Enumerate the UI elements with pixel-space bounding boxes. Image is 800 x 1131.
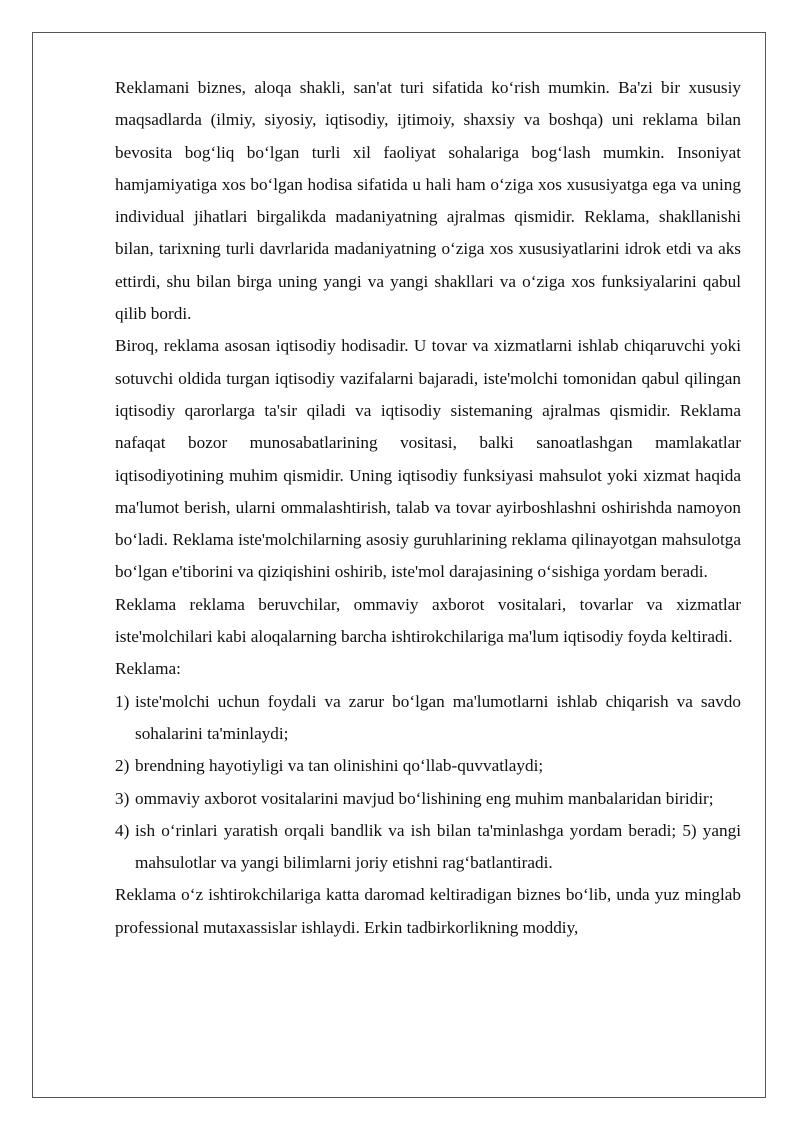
paragraph-2: Biroq, reklama asosan iqtisodiy hodisadir. U tovar va xizmatlarni ishlab chiqaruvchi yoki sotuvchi oldida turgan iqtisodiy vazifalarni bajaradi, iste'molchi tomonidan qabul qilingan iqtisodiy qarorlarga ta'sir qiladi va iqtisodiy sistemaning ajralmas qismidir. Reklama nafaqat bozor munosabatlarining vositasi, balki sanoatlashgan mamlakatlar iqtisodiyotining muhim qismidir. Uning iqtisodiy funksiyasi mahsulot yoki xizmat haqida ma'lumot berish, ularni ommalashtirish, talab va tovar ayirboshlashni oshirishda namoyon bo‘ladi. Reklama iste'molchilarning asosiy guruhlarining reklama qilinayotgan mahsulotga bo‘lgan e'tiborini va qiziqishini oshirib, iste'mol darajasining o‘sishiga yordam beradi.: [115, 336, 741, 582]
numbered-list: [115, 686, 741, 880]
list-item-text: iste'molchi uchun foydali va zarur bo‘lgan ma'lumotlarni ishlab chiqarish va savdo sohalarini ta'minlaydi;: [135, 691, 741, 743]
list-item: [115, 815, 741, 880]
list-item-number: 1): [115, 691, 130, 711]
list-item-text: ish o‘rinlari yaratish orqali bandlik va ish bilan ta'minlashga yordam beradi; 5) yangi mahsulotlar va yangi bilimlarni joriy etishni rag‘batlantiradi.: [135, 820, 741, 873]
list-item-text: brendning hayotiyligi va tan olinishini qo‘llab-quvvatlaydi;: [135, 756, 544, 776]
list-item-text: ommaviy axborot vositalarini mavjud bo‘lishining eng muhim manbalaridan biridir;: [135, 788, 714, 808]
list-item: [115, 783, 741, 815]
paragraph-3: Reklama reklama beruvchilar, ommaviy axborot vositalari, tovarlar va xizmatlar iste'molchilari kabi aloqalarning barcha ishtirokchilariga ma'lum iqtisodiy foyda keltiradi.: [115, 594, 741, 647]
list-item-number: 4): [115, 820, 130, 840]
list-item-number: 2): [115, 756, 130, 776]
document-body: [115, 72, 741, 944]
list-intro: Reklama:: [115, 659, 181, 679]
list-item: [115, 750, 741, 782]
list-item-number: 3): [115, 788, 130, 808]
paragraph-1: Reklamani biznes, aloqa shakli, san'at turi sifatida ko‘rish mumkin. Ba'zi bir xususiy maqsadlarda (ilmiy, siyosiy, iqtisodiy, ijtimoiy, shaxsiy va boshqa) uni reklama bilan bevosita bog‘liq bo‘lgan turli xil faoliyat sohalariga bog‘lash mumkin. Insoniyat hamjamiyatiga xos bo‘lgan hodisa sifatida u hali ham o‘ziga xos xususiyatga ega va uning individual jihatlari birgalikda madaniyatning ajralmas qismidir. Reklama, shakllanishi bilan, tarixning turli davrlarida madaniyatning o‘ziga xos xususiyatlarini idrok etdi va aks ettirdi, shu bilan birga uning yangi va yangi shakllari va o‘ziga xos funksiyalarini qabul qilib bordi.: [115, 78, 741, 324]
paragraph-4: Reklama o‘z ishtirokchilariga katta daromad keltiradigan biznes bo‘lib, unda yuz minglab professional mutaxassislar ishlaydi. Erkin tadbirkorlikning moddiy,: [115, 885, 741, 937]
list-item: [115, 686, 741, 751]
